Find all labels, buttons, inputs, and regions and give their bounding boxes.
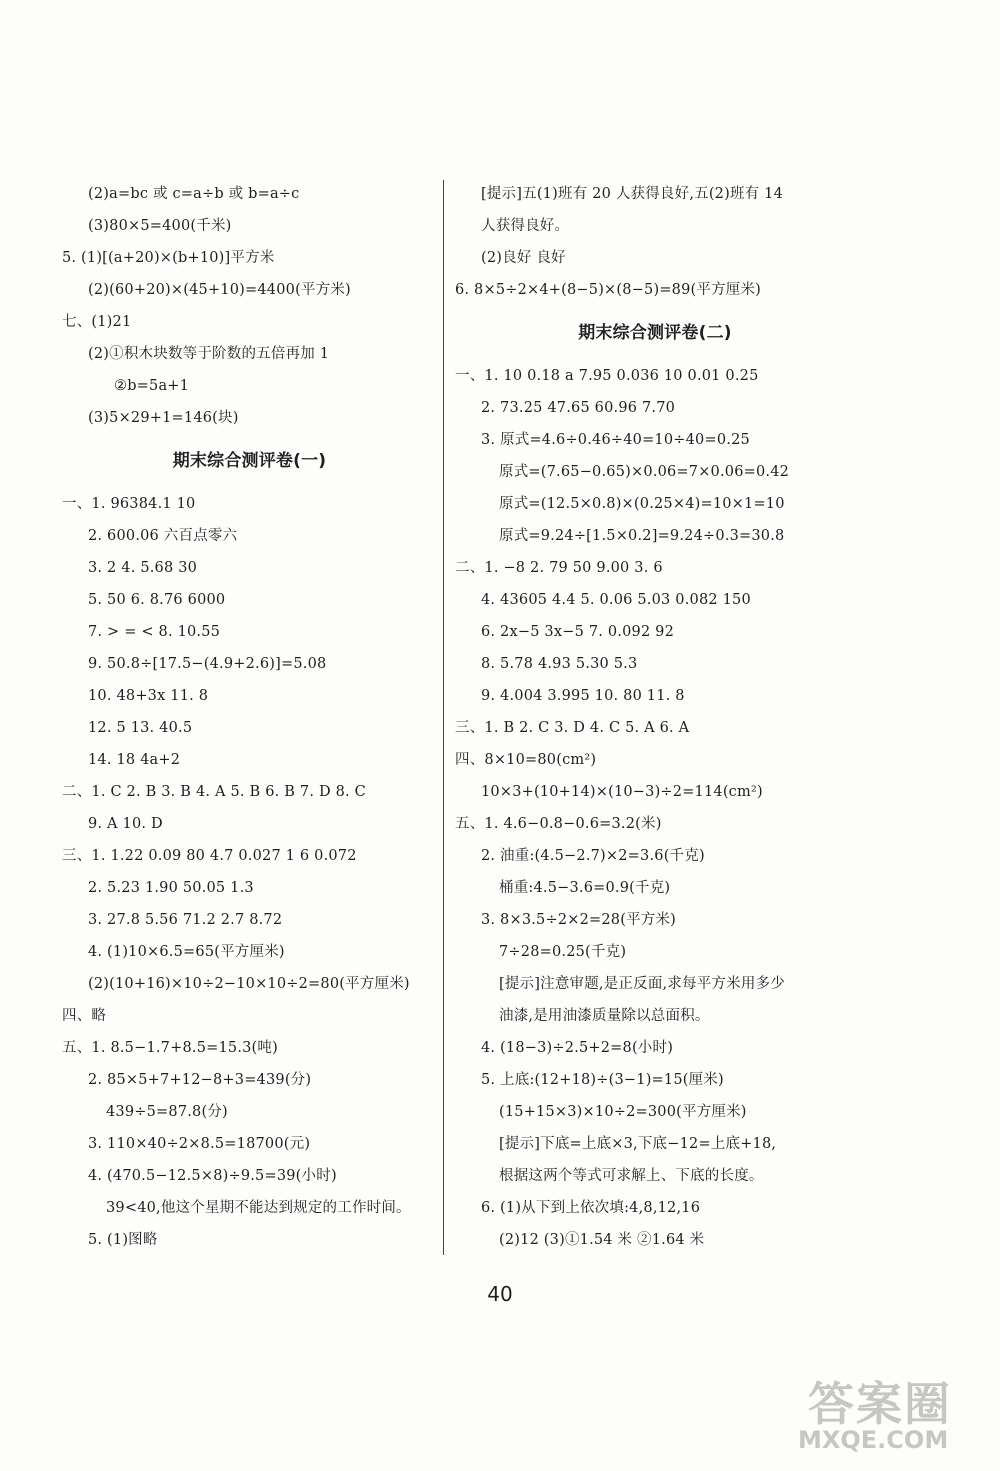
answer-line: (3)80×5=400(千米): [88, 218, 232, 234]
answer-line: 3. 2 4. 5.68 30: [88, 560, 198, 576]
answer-line: 原式=(7.65−0.65)×0.06=7×0.06=0.42: [499, 464, 790, 480]
answer-line: 四、8×10=80(cm²): [455, 752, 597, 768]
answer-line: 8. 5.78 4.93 5.30 5.3: [481, 656, 638, 672]
answer-line: 原式=9.24÷[1.5×0.2]=9.24÷0.3=30.8: [499, 528, 785, 544]
answer-line: 原式=(12.5×0.8)×(0.25×4)=10×1=10: [499, 496, 785, 512]
answer-line: 439÷5=87.8(分): [106, 1104, 228, 1120]
answer-line: 5. (1)图略: [88, 1232, 158, 1248]
answer-line: 5. 上底:(12+18)÷(3−1)=15(厘米): [481, 1072, 724, 1088]
answer-line: 2. 油重:(4.5−2.7)×2=3.6(千克): [481, 848, 705, 864]
answer-line: 桶重:4.5−3.6=0.9(千克): [499, 880, 671, 896]
answer-line: 2. 600.06 六百点零六: [88, 528, 238, 544]
answer-line: 3. 原式=4.6÷0.46÷40=10÷40=0.25: [481, 432, 750, 448]
answer-line: 2. 73.25 47.65 60.96 7.70: [481, 400, 676, 416]
answer-line: 二、1. C 2. B 3. B 4. A 5. B 6. B 7. D 8. C: [62, 784, 366, 800]
answer-line: 四、略: [62, 1008, 107, 1024]
answer-line: [提示]注意审题,是正反面,求每平方米用多少: [499, 976, 785, 992]
answer-line: 5. (1)[(a+20)×(b+10)]平方米: [62, 250, 275, 266]
watermark: [798, 1368, 988, 1464]
left-column: [62, 178, 437, 1256]
answer-line: 6. 8×5÷2×4+(8−5)×(8−5)=89(平方厘米): [455, 282, 762, 298]
answer-line: 6. 2x−5 3x−5 7. 0.092 92: [481, 624, 675, 640]
watermark-logo: 答案圈: [808, 1377, 952, 1431]
answer-line: 一、1. 96384.1 10: [62, 496, 196, 512]
section-title: 期末综合测评卷(二): [578, 323, 732, 343]
answer-line: ②b=5a+1: [114, 378, 190, 394]
answer-line: 39<40,他这个星期不能达到规定的工作时间。: [106, 1200, 411, 1216]
answer-line: 根据这两个等式可求解上、下底的长度。: [499, 1168, 764, 1184]
answer-line: 人获得良好。: [481, 218, 570, 234]
answer-line: 7÷28=0.25(千克): [499, 944, 627, 960]
answer-line: 14. 18 4a+2: [88, 752, 181, 768]
answer-line: (3)5×29+1=146(块): [88, 410, 239, 426]
right-column: [455, 178, 855, 1256]
answer-line: 2. 5.23 1.90 50.05 1.3: [88, 880, 254, 896]
answer-line: (2)(60+20)×(45+10)=4400(平方米): [88, 282, 351, 298]
answer-line: [提示]下底=上底×3,下底−12=上底+18,: [499, 1136, 777, 1152]
answer-line: (2)①积木块数等于阶数的五倍再加 1: [88, 346, 330, 362]
answer-line: 6. (1)从下到上依次填:4,8,12,16: [481, 1200, 701, 1216]
answer-line: 4. (18−3)÷2.5+2=8(小时): [481, 1040, 674, 1056]
answer-line: 一、1. 10 0.18 a 7.95 0.036 10 0.01 0.25: [455, 368, 759, 384]
answer-line: 三、1. 1.22 0.09 80 4.7 0.027 1 6 0.072: [62, 848, 357, 864]
answer-line: 10. 48+3x 11. 8: [88, 688, 209, 704]
answer-line: 10×3+(10+14)×(10−3)÷2=114(cm²): [481, 784, 763, 800]
answer-line: 4. (1)10×6.5=65(平方厘米): [88, 944, 285, 960]
answer-line: 12. 5 13. 40.5: [88, 720, 193, 736]
answer-line: 4. 43605 4.4 5. 0.06 5.03 0.082 150: [481, 592, 751, 608]
answer-line: (2)良好 良好: [481, 250, 566, 266]
answer-line: (15+15×3)×10÷2=300(平方厘米): [499, 1104, 747, 1120]
answer-line: 五、1. 8.5−1.7+8.5=15.3(吨): [62, 1040, 278, 1056]
answer-line: 二、1. −8 2. 79 50 9.00 3. 6: [455, 560, 663, 576]
answer-line: 9. 50.8÷[17.5−(4.9+2.6)]=5.08: [88, 656, 327, 672]
answer-line: [提示]五(1)班有 20 人获得良好,五(2)班有 14: [481, 186, 784, 202]
page-number: 40: [487, 1282, 513, 1306]
column-divider: [443, 180, 444, 1255]
answer-line: 五、1. 4.6−0.8−0.6=3.2(米): [455, 816, 662, 832]
answer-line: (2)12 (3)①1.54 米 ②1.64 米: [499, 1232, 705, 1248]
answer-line: 4. (470.5−12.5×8)÷9.5=39(小时): [88, 1168, 337, 1184]
answer-line: 9. 4.004 3.995 10. 80 11. 8: [481, 688, 685, 704]
answer-line: 3. 8×3.5÷2×2=28(平方米): [481, 912, 677, 928]
answer-line: 5. 50 6. 8.76 6000: [88, 592, 226, 608]
answer-line: 2. 85×5+7+12−8+3=439(分): [88, 1072, 312, 1088]
answer-line: 7. > = < 8. 10.55: [88, 624, 221, 640]
answer-line: 3. 27.8 5.56 71.2 2.7 8.72: [88, 912, 283, 928]
section-title: 期末综合测评卷(一): [172, 451, 327, 471]
answer-line: 三、1. B 2. C 3. D 4. C 5. A 6. A: [455, 720, 690, 736]
answer-line: (2)a=bc 或 c=a÷b 或 b=a÷c: [88, 186, 300, 202]
answer-line: 3. 110×40÷2×8.5=18700(元): [88, 1136, 311, 1152]
answer-line: (2)(10+16)×10÷2−10×10÷2=80(平方厘米): [88, 976, 410, 992]
answer-line: 七、(1)21: [62, 314, 132, 330]
answer-line: 9. A 10. D: [88, 816, 163, 832]
watermark-url: MXQE.COM: [798, 1426, 949, 1454]
answer-line: 油漆,是用油漆质量除以总面积。: [499, 1008, 710, 1024]
